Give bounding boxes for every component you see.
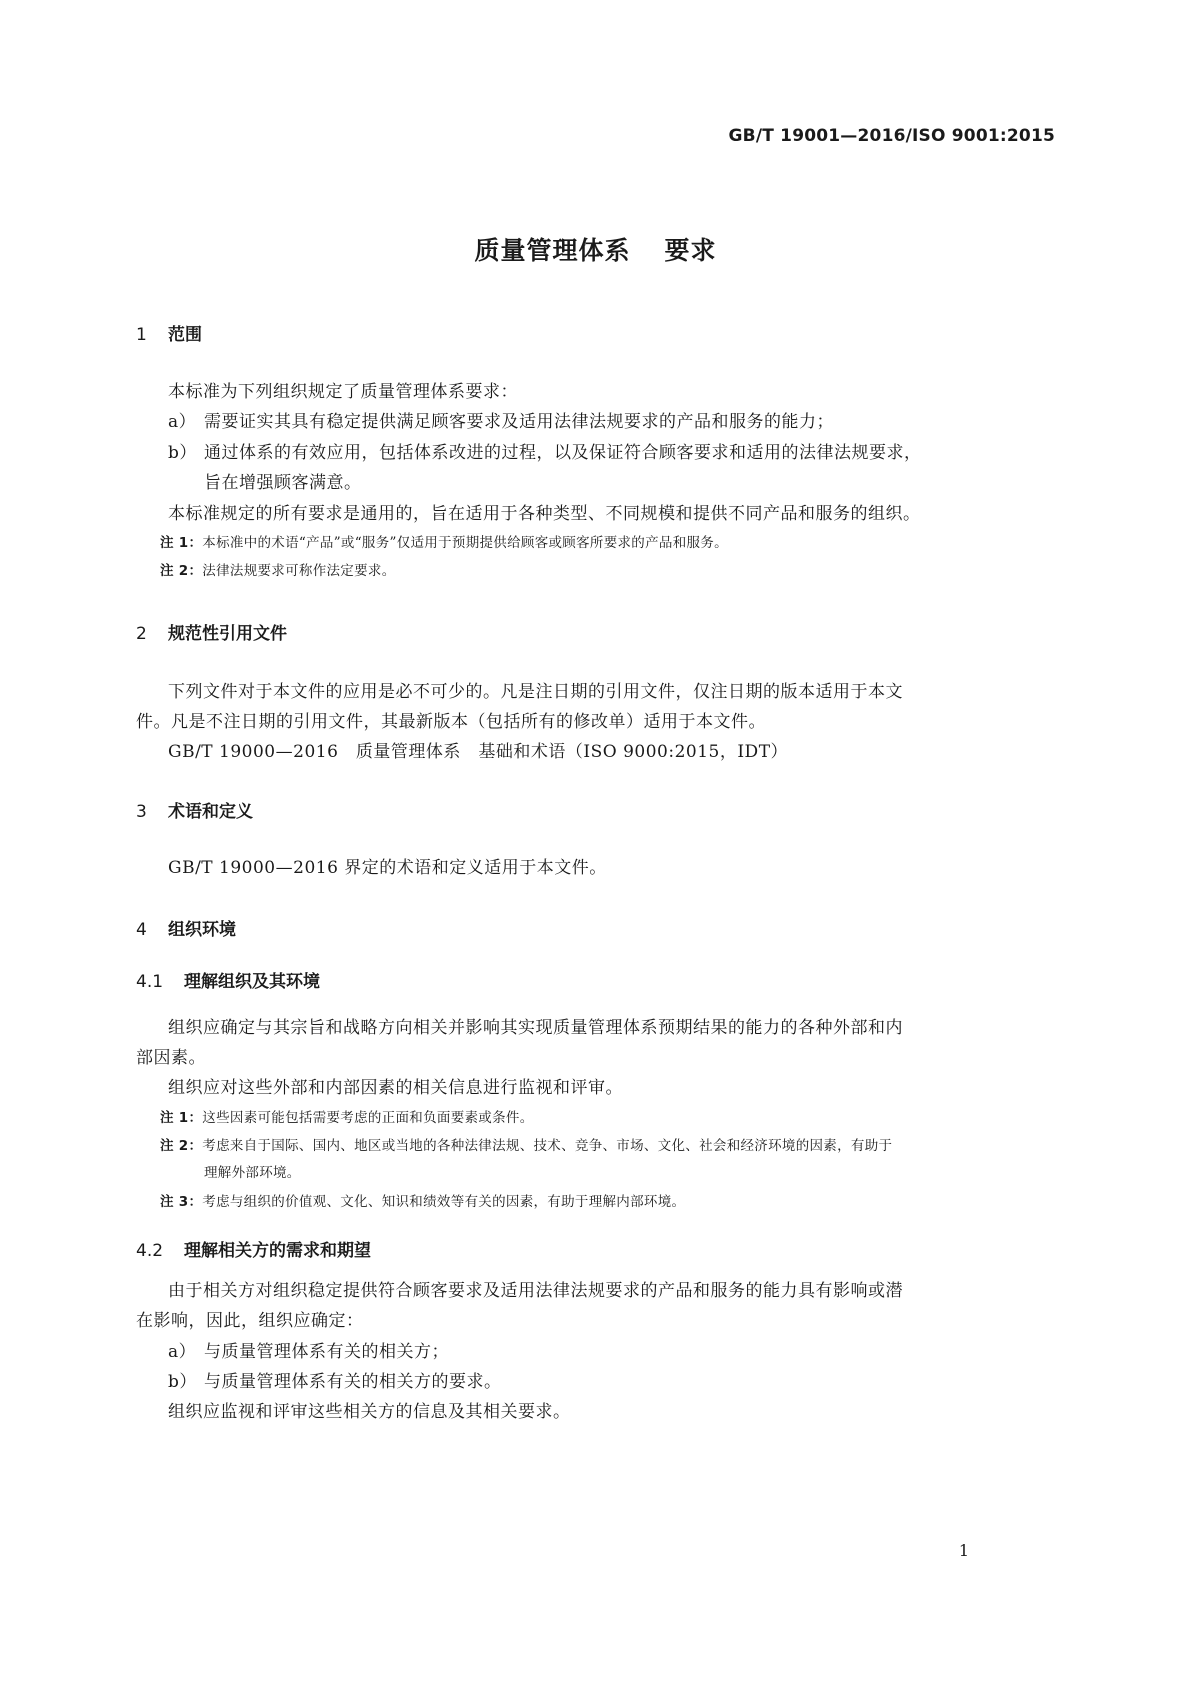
note-text: 法律法规要求可称作法定要求。 [202, 563, 396, 579]
subsection-4-2-heading [136, 1236, 371, 1261]
list-text: 与质量管理体系有关的相关方； [204, 1342, 449, 1362]
note [160, 559, 396, 579]
list-item-b [168, 438, 922, 463]
section-4-heading [136, 915, 236, 940]
section-title: 范围 [168, 325, 202, 345]
list-label: a） [168, 412, 197, 432]
note-label: 注 1： [160, 1110, 203, 1126]
paragraph-cont: 在影响，因此，组织应确定： [136, 1311, 364, 1331]
section-number: 1 [136, 325, 147, 345]
note-text: 考虑来自于国际、国内、地区或当地的各种法律法规、技术、竞争、市场、文化、社会和经济环境的因素，有助于 [202, 1138, 893, 1154]
normative-reference: GB/T 19000—2016 质量管理体系 基础和术语（ISO 9000:2015，IDT） [168, 742, 789, 762]
section-3-heading [136, 797, 253, 822]
subsection-4-1-heading [136, 967, 320, 992]
title-part-2: 要求 [664, 236, 717, 265]
note-label: 注 2： [160, 1138, 203, 1154]
list-text: 需要证实其具有稳定提供满足顾客要求及适用法律法规要求的产品和服务的能力； [204, 412, 834, 432]
list-text: 与质量管理体系有关的相关方的要求。 [204, 1372, 502, 1392]
section-2-heading [136, 619, 287, 644]
section-number: 4.2 [136, 1241, 164, 1261]
paragraph: 由于相关方对组织稳定提供符合顾客要求及适用法律法规要求的产品和服务的能力具有影响或潜 [168, 1281, 903, 1301]
section-title: 组织环境 [168, 920, 236, 940]
paragraph: 本标准为下列组织规定了质量管理体系要求： [168, 382, 518, 402]
paragraph-cont: 部因素。 [136, 1048, 206, 1068]
paragraph: GB/T 19000—2016 界定的术语和定义适用于本文件。 [168, 858, 607, 878]
section-title: 理解相关方的需求和期望 [184, 1241, 371, 1261]
list-item-b [168, 1367, 502, 1392]
note-text: 考虑与组织的价值观、文化、知识和绩效等有关的因素，有助于理解内部环境。 [202, 1194, 686, 1210]
standard-number: GB/T 19001—2016/ISO 9001:2015 [728, 126, 1055, 146]
paragraph: 组织应确定与其宗旨和战略方向相关并影响其实现质量管理体系预期结果的能力的各种外部和内 [168, 1018, 903, 1038]
note [160, 1106, 534, 1126]
list-item-a [168, 1337, 449, 1362]
note [160, 1190, 685, 1210]
note [160, 531, 728, 551]
section-title: 理解组织及其环境 [184, 972, 320, 992]
paragraph: 下列文件对于本文件的应用是必不可少的。凡是注日期的引用文件，仅注日期的版本适用于本文 [168, 682, 903, 702]
note-text-cont: 理解外部环境。 [204, 1165, 301, 1181]
note-text: 本标准中的术语“产品”或“服务”仅适用于预期提供给顾客或顾客所要求的产品和服务。 [202, 535, 728, 551]
section-number: 4 [136, 920, 147, 940]
section-number: 4.1 [136, 972, 164, 992]
note [160, 1134, 892, 1154]
page-number: 1 [958, 1541, 969, 1560]
list-label: b） [168, 1372, 197, 1392]
note-label: 注 3： [160, 1194, 203, 1210]
list-label: b） [168, 443, 197, 463]
section-1-heading [136, 320, 202, 345]
list-item-a [168, 407, 834, 432]
section-title: 术语和定义 [168, 802, 253, 822]
section-number: 3 [136, 802, 147, 822]
list-text-cont: 旨在增强顾客满意。 [204, 473, 362, 493]
note-label: 注 1： [160, 535, 203, 551]
list-label: a） [168, 1342, 197, 1362]
note-label: 注 2： [160, 563, 203, 579]
paragraph: 本标准规定的所有要求是通用的，旨在适用于各种类型、不同规模和提供不同产品和服务的组织。 [168, 504, 921, 524]
section-title: 规范性引用文件 [168, 624, 287, 644]
list-text: 通过体系的有效应用，包括体系改进的过程，以及保证符合顾客要求和适用的法律法规要求， [204, 443, 922, 463]
document-title [0, 231, 1191, 267]
title-part-1: 质量管理体系 [474, 236, 631, 265]
paragraph: 组织应监视和评审这些相关方的信息及其相关要求。 [168, 1402, 571, 1422]
paragraph: 组织应对这些外部和内部因素的相关信息进行监视和评审。 [168, 1078, 623, 1098]
paragraph-cont: 件。凡是不注日期的引用文件，其最新版本（包括所有的修改单）适用于本文件。 [136, 712, 766, 732]
section-number: 2 [136, 624, 147, 644]
note-text: 这些因素可能包括需要考虑的正面和负面要素或条件。 [202, 1110, 534, 1126]
